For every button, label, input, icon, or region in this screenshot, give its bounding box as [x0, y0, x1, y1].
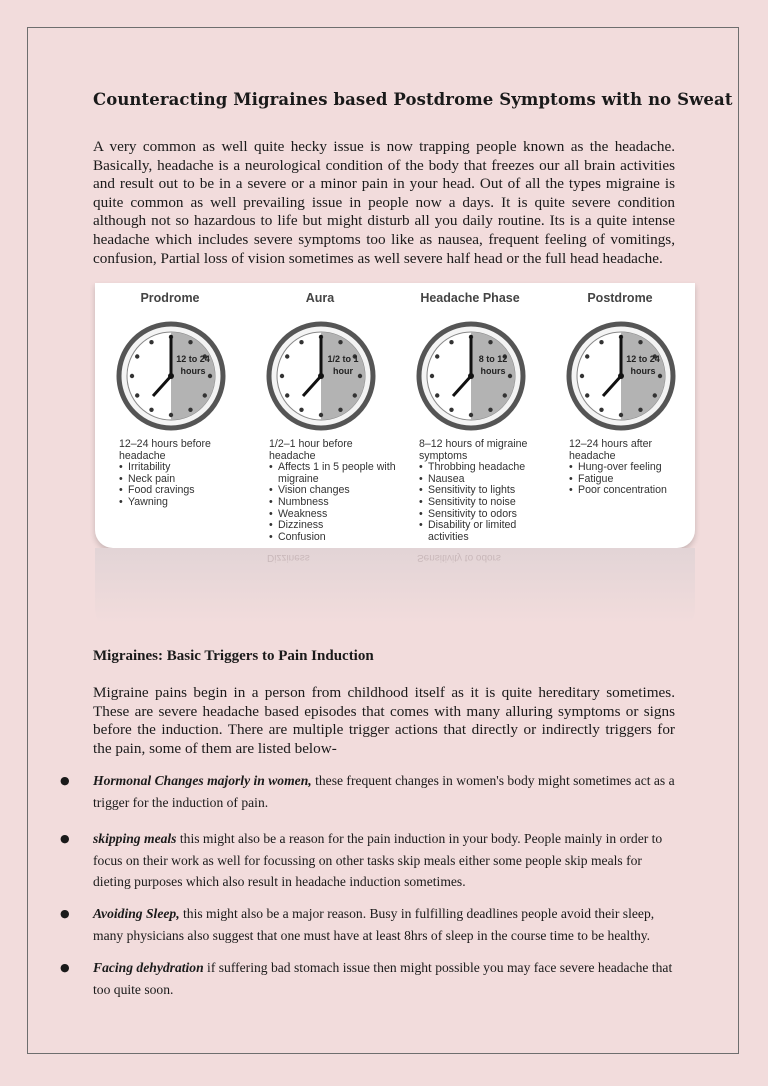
phase-title: Prodrome: [140, 291, 200, 305]
clock-tick: [449, 340, 453, 344]
trigger-name: Hormonal Changes majorly in women,: [93, 773, 312, 788]
clock-tick: [435, 354, 439, 358]
clock-tick: [135, 393, 139, 397]
reflection-text: Sensitivity to odors: [417, 552, 501, 563]
phase-description: [419, 439, 547, 543]
clock-tick: [358, 374, 362, 378]
phase-column: [245, 283, 395, 548]
clock-duration-label: hour: [333, 366, 353, 376]
clock-tick: [285, 354, 289, 358]
section-paragraph: Migraine pains begin in a person from childhood itself as it is quite hereditary sometimes. These are severe headache based episodes that comes with many alluring symptoms or signs before the induction. There are multiple trigger actions that directly or indirectly triggers for the pain, some of them are listed below-: [93, 684, 675, 757]
symptom-item: • Poor concentration: [569, 485, 695, 497]
clock-tick: [149, 408, 153, 412]
section-heading: Migraines: Basic Triggers to Pain Induction: [93, 648, 374, 664]
trigger-description: this might also be a reason for the pain induction in your body. People mainly in order to focus on their work as well for focussing on other tasks skip meals either some people skip meals for dieting purposes which also result in headache induction sometimes.: [93, 831, 663, 889]
clock-duration-label: hours: [630, 366, 656, 376]
trigger-name: Facing dehydration: [93, 960, 204, 975]
symptom-item: • Yawning: [119, 497, 247, 509]
trigger-list-item: [60, 770, 680, 813]
trigger-list-item: [60, 957, 680, 1000]
clock-tick: [488, 408, 492, 412]
clock-tick: [169, 413, 173, 417]
trigger-list-item: [60, 903, 680, 946]
clock-icon: [415, 320, 527, 432]
clock-tick: [508, 374, 512, 378]
clock-tick: [135, 354, 139, 358]
bullet-icon: ●: [60, 832, 70, 845]
bullet-icon: ●: [60, 907, 70, 920]
phase-lead-line: 8–12 hours of migraine: [419, 438, 528, 450]
symptom-item: • Numbness: [269, 497, 397, 509]
clock-tick: [299, 408, 303, 412]
clock-center: [318, 373, 324, 379]
clock-tick: [503, 393, 507, 397]
clock-tick: [280, 374, 284, 378]
clock-tick: [435, 393, 439, 397]
phase-lead-line: 12–24 hours before: [119, 438, 211, 450]
symptom-item: • Neck pain: [119, 474, 247, 486]
clock-tick: [658, 374, 662, 378]
symptom-item: • Fatigue: [569, 474, 695, 486]
trigger-description: these frequent changes in women's body might sometimes act as a trigger for the induction of pain.: [93, 773, 675, 810]
clock-duration-label: 12 to 24: [176, 354, 210, 364]
symptom-item: • Irritability: [119, 462, 247, 474]
clock-tick: [638, 408, 642, 412]
symptom-item: • Vision changes: [269, 485, 397, 497]
clock-icon: [265, 320, 377, 432]
phase-description: [569, 439, 695, 497]
clock-tick: [469, 413, 473, 417]
phase-column: [395, 283, 545, 548]
clock-tick: [188, 340, 192, 344]
clock-tick: [599, 340, 603, 344]
document-title: Counteracting Migraines based Postdrome Symptoms with no Sweat: [93, 90, 733, 109]
clock-center: [168, 373, 174, 379]
clock-tick: [653, 393, 657, 397]
trigger-name: skipping meals: [93, 831, 177, 846]
trigger-list-item: [60, 828, 680, 893]
figure-reflection: [95, 548, 695, 638]
clock-tick: [585, 393, 589, 397]
clock-duration-label: 8 to 12: [478, 354, 508, 364]
phase-lead-line: symptoms: [419, 449, 468, 462]
phase-title: Postdrome: [587, 291, 653, 305]
clock-tick: [188, 408, 192, 412]
symptom-item: • Disability or limited activities: [419, 520, 547, 543]
symptom-item: • Hung-over feeling: [569, 462, 695, 474]
clock-tick: [580, 374, 584, 378]
phase-lead-line: 1/2–1 hour before: [269, 438, 353, 450]
intro-paragraph: A very common as well quite hecky issue is now trapping people known as the headache. Basically, headache is a neurological condition of the body that freezes our all brain activities and result out to be in a severe or a minor pain in your head. Out of all the types migraine is quite common as well prevailing issue in people now a days. It is quite severe condition although not so hazardous to life but might disturb all you daily routine. Its is a quite intense headache which includes severe symptoms too like as nausea, frequent feeling of vomitings, confusion, Partial loss of vision sometimes as well severe half head or the full head headache.: [93, 138, 675, 267]
clock-duration-label: 1/2 to 1: [327, 354, 359, 364]
clock-icon: [115, 320, 227, 432]
trigger-description: this might also be a major reason. Busy in fulfilling deadlines people avoid their sleep, many physicians also suggest that one must have at least 8hrs of sleep in the course time to be healthy.: [93, 906, 655, 943]
clock-tick: [449, 408, 453, 412]
symptom-item: • Nausea: [419, 474, 547, 486]
bullet-icon: ●: [60, 774, 70, 787]
symptom-item: • Food cravings: [119, 485, 247, 497]
phase-title: Headache Phase: [420, 291, 520, 305]
clock-center: [468, 373, 474, 379]
clock-tick: [203, 393, 207, 397]
clock-tick: [585, 354, 589, 358]
clock-tick: [619, 413, 623, 417]
symptom-item: • Dizziness: [269, 520, 397, 532]
phase-column: [545, 283, 695, 548]
clock-tick: [599, 408, 603, 412]
symptom-item: • Sensitivity to lights: [419, 485, 547, 497]
trigger-description: if suffering bad stomach issue then might possible you may face severe headache that too quite soon.: [93, 960, 673, 997]
migraine-phases-figure: [95, 283, 695, 638]
clock-tick: [319, 413, 323, 417]
symptom-item: • Sensitivity to odors: [419, 509, 547, 521]
reflection-text: Dizziness: [267, 552, 310, 563]
clock-tick: [353, 393, 357, 397]
phase-lead-line: headache: [269, 449, 316, 462]
phase-lead-line: headache: [119, 449, 166, 462]
phase-lead-line: headache: [569, 449, 616, 462]
phase-description: [119, 439, 247, 509]
clock-tick: [299, 340, 303, 344]
clock-tick: [208, 374, 212, 378]
clock-tick: [130, 374, 134, 378]
phase-title: Aura: [305, 291, 335, 305]
clock-duration-label: hours: [180, 366, 206, 376]
clock-tick: [638, 340, 642, 344]
symptom-item: • Throbbing headache: [419, 462, 547, 474]
clock-tick: [149, 340, 153, 344]
symptom-item: • Sensitivity to noise: [419, 497, 547, 509]
clock-tick: [338, 408, 342, 412]
bullet-icon: ●: [60, 961, 70, 974]
clock-tick: [338, 340, 342, 344]
phases-panel: [95, 283, 695, 548]
clock-icon: [565, 320, 677, 432]
symptom-item: • Weakness: [269, 509, 397, 521]
symptom-item: • Affects 1 in 5 people with migraine: [269, 462, 397, 485]
clock-tick: [285, 393, 289, 397]
phase-lead-line: 12–24 hours after: [569, 438, 653, 450]
phase-column: [95, 283, 245, 548]
trigger-name: Avoiding Sleep,: [93, 906, 180, 921]
clock-duration-label: 12 to 24: [626, 354, 660, 364]
clock-duration-label: hours: [480, 366, 506, 376]
phase-description: [269, 439, 397, 543]
clock-tick: [488, 340, 492, 344]
clock-tick: [430, 374, 434, 378]
clock-center: [618, 373, 624, 379]
symptom-item: • Confusion: [269, 532, 397, 544]
